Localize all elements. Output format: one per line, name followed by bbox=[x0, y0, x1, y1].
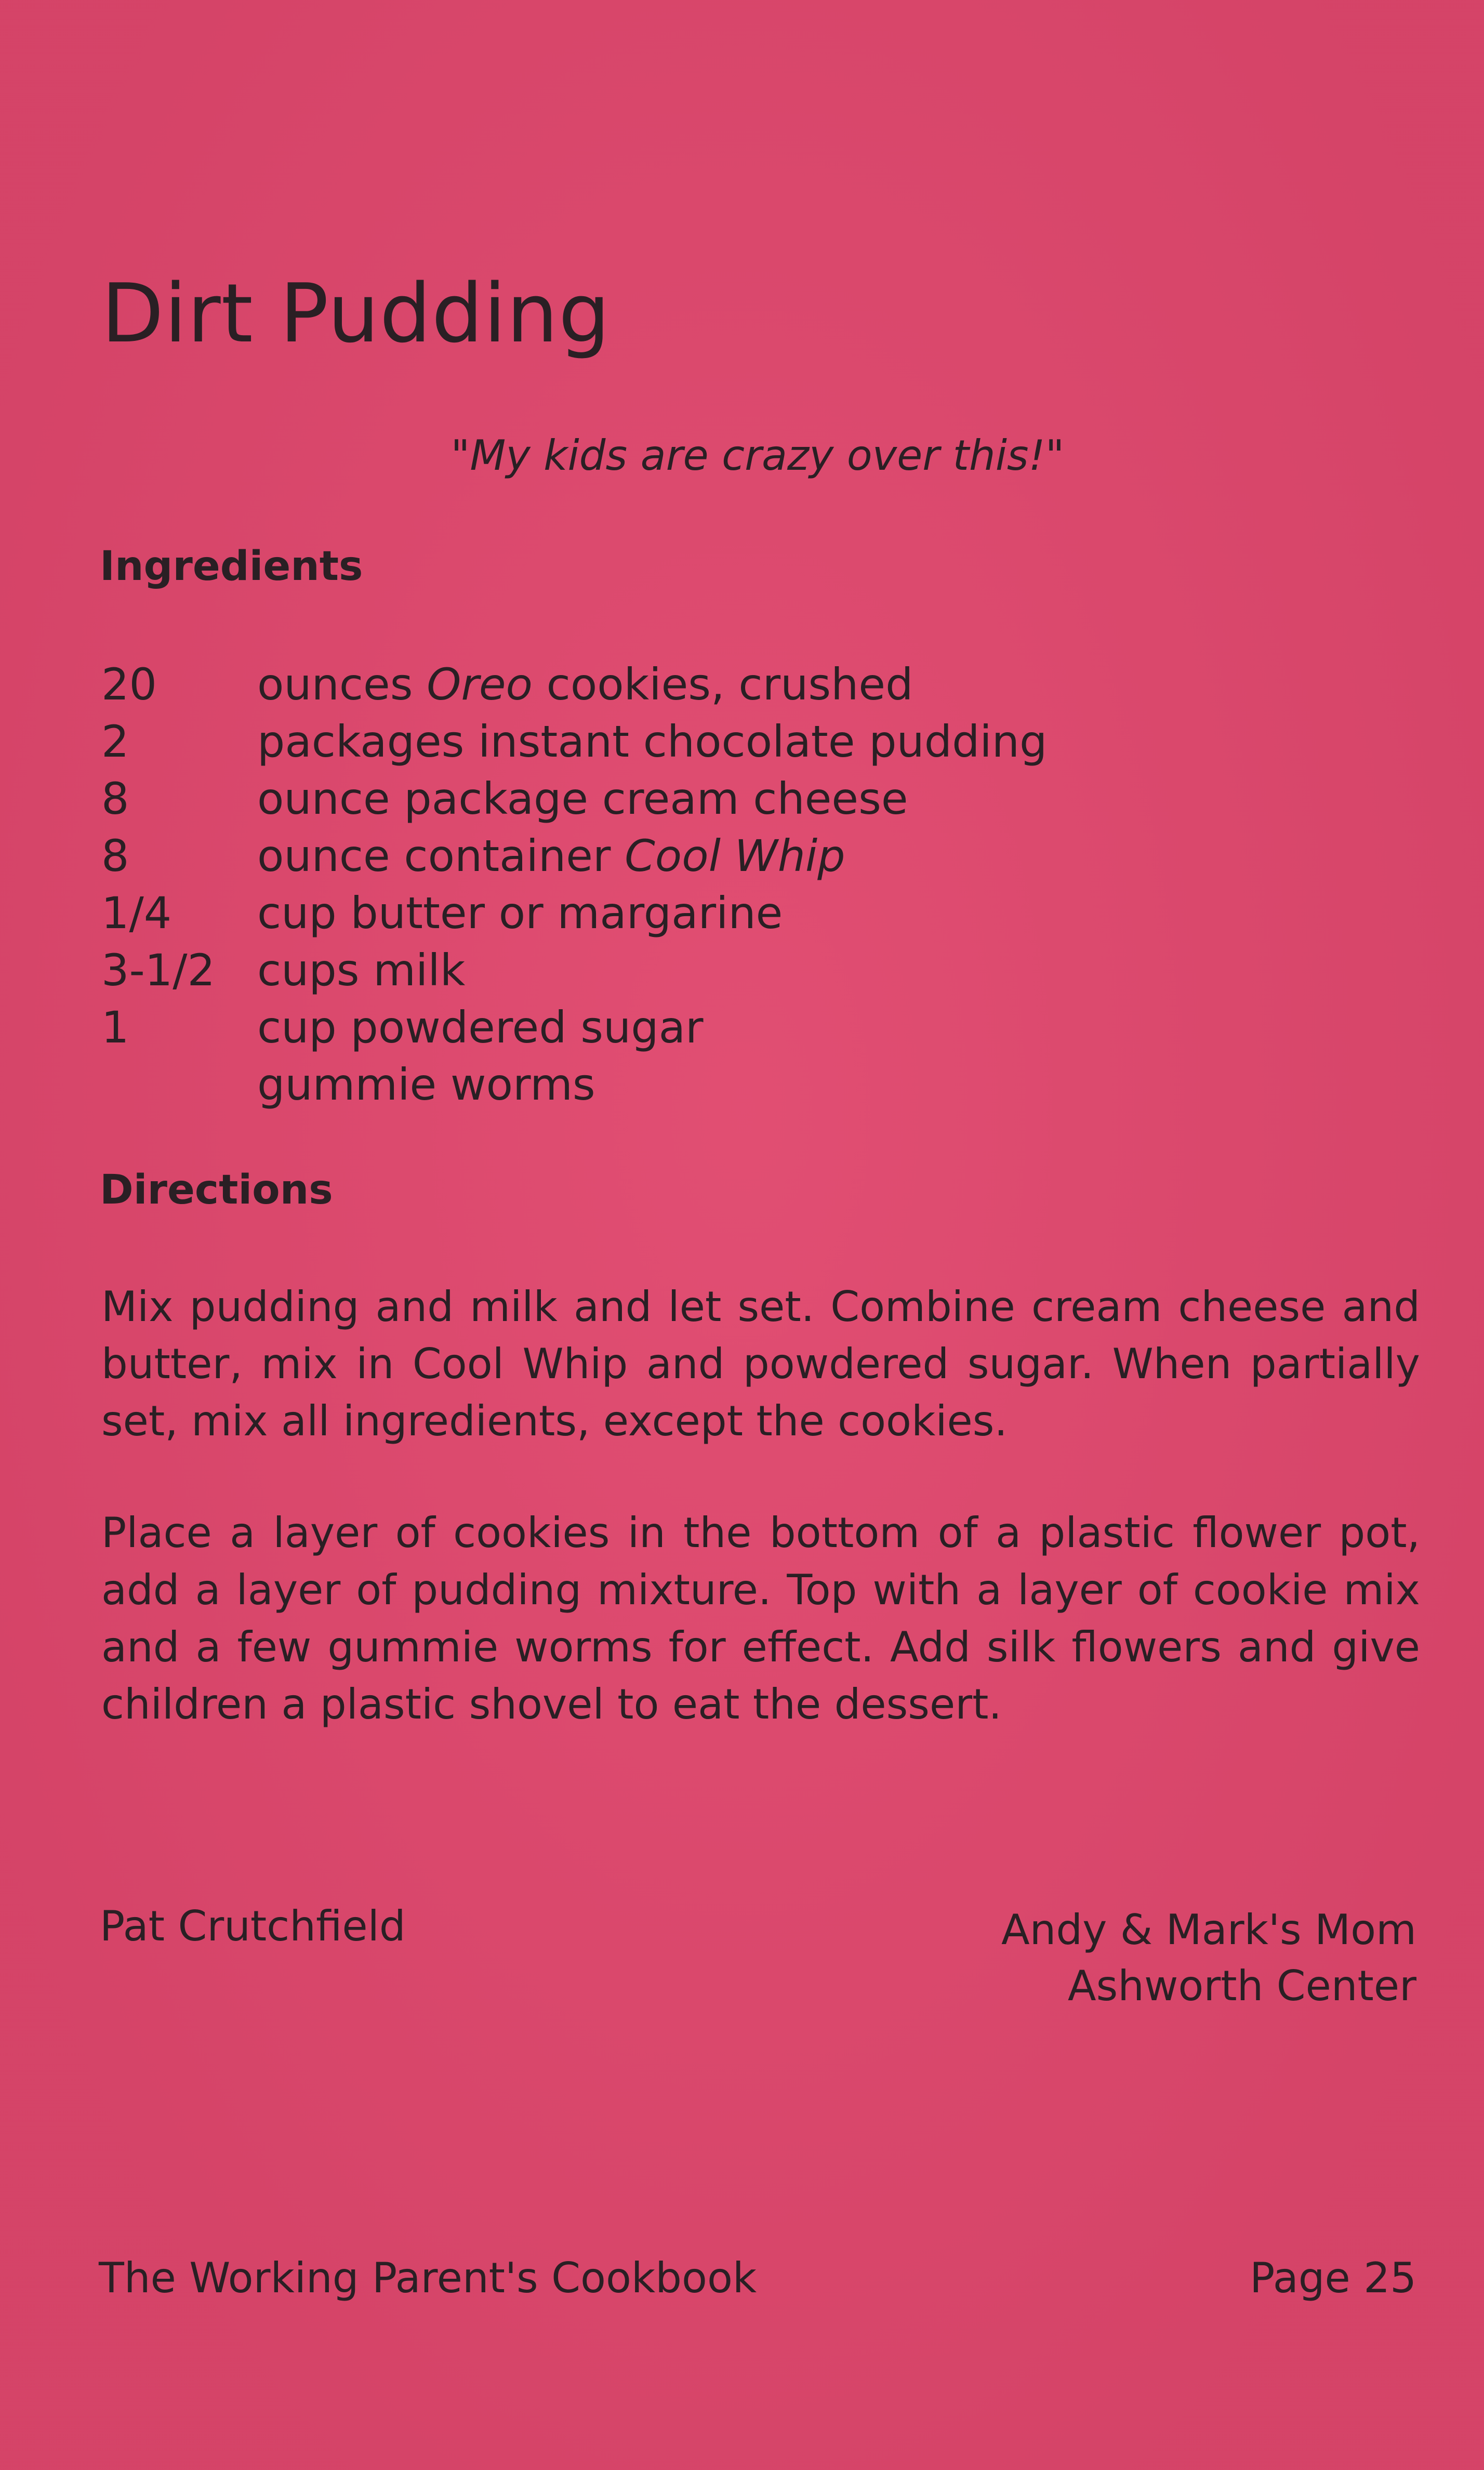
ingredient-name: cups milk bbox=[257, 945, 466, 996]
ingredient-row bbox=[101, 713, 1244, 770]
ingredient-quantity: 20 bbox=[101, 659, 157, 710]
recipe-title: Dirt Pudding bbox=[101, 266, 611, 361]
ingredient-name: gummie worms bbox=[257, 1059, 595, 1110]
ingredient-name: cup powdered sugar bbox=[257, 1002, 704, 1053]
ingredient-quantity: 1/4 bbox=[101, 888, 172, 939]
contributor-relation: Andy & Mark's Mom bbox=[1001, 1906, 1416, 1954]
ingredient-name: cup butter or margarine bbox=[257, 888, 783, 939]
ingredient-quantity: 2 bbox=[101, 716, 129, 767]
ingredient-quantity: 3-1/2 bbox=[101, 945, 215, 996]
ingredient-row bbox=[101, 999, 1244, 1056]
ingredient-quantity bbox=[101, 1056, 257, 1113]
ingredient-row bbox=[101, 770, 1244, 827]
ingredients-heading: Ingredients bbox=[100, 543, 363, 590]
ingredient-name: ounce package cream cheese bbox=[257, 773, 908, 824]
page-number: Page 25 bbox=[1250, 2254, 1416, 2302]
contributor-name: Pat Crutchfield bbox=[100, 1902, 406, 1950]
ingredient-row bbox=[101, 827, 1244, 884]
ingredient-row bbox=[101, 656, 1244, 713]
ingredient-row bbox=[101, 942, 1244, 999]
ingredient-quantity: 1 bbox=[101, 1002, 129, 1053]
ingredient-name: packages instant chocolate pudding bbox=[257, 716, 1048, 767]
book-title: The Working Parent's Cookbook bbox=[99, 2254, 757, 2302]
ingredient-name: ounces Oreo cookies, crushed bbox=[257, 659, 913, 710]
directions-heading: Directions bbox=[100, 1167, 333, 1213]
contributor-note bbox=[1001, 1902, 1416, 2014]
ingredient-quantity: 8 bbox=[101, 773, 129, 824]
ingredient-list bbox=[101, 656, 1244, 1113]
ingredient-name: ounce container Cool Whip bbox=[257, 830, 845, 881]
recipe-quote: "My kids are crazy over this!" bbox=[451, 431, 1065, 480]
ingredient-row bbox=[101, 884, 1244, 942]
directions-paragraph: Place a layer of cookies in the bottom of a plastic flower pot, add a layer of pudding mixture. Top with a layer of cookie mix and a few gummie worms for effect. Add silk flowers and give children a plastic shovel to eat the dessert. bbox=[101, 1509, 1420, 1728]
ingredient-quantity: 8 bbox=[101, 830, 129, 881]
ingredient-row bbox=[101, 1056, 1244, 1113]
directions-paragraph: Mix pudding and milk and let set. Combine cream cheese and butter, mix in Cool Whip and powdered sugar. When partially set, mix all ingredients, except the cookies. bbox=[101, 1283, 1420, 1445]
contributor-center: Ashworth Center bbox=[1067, 1962, 1416, 2010]
